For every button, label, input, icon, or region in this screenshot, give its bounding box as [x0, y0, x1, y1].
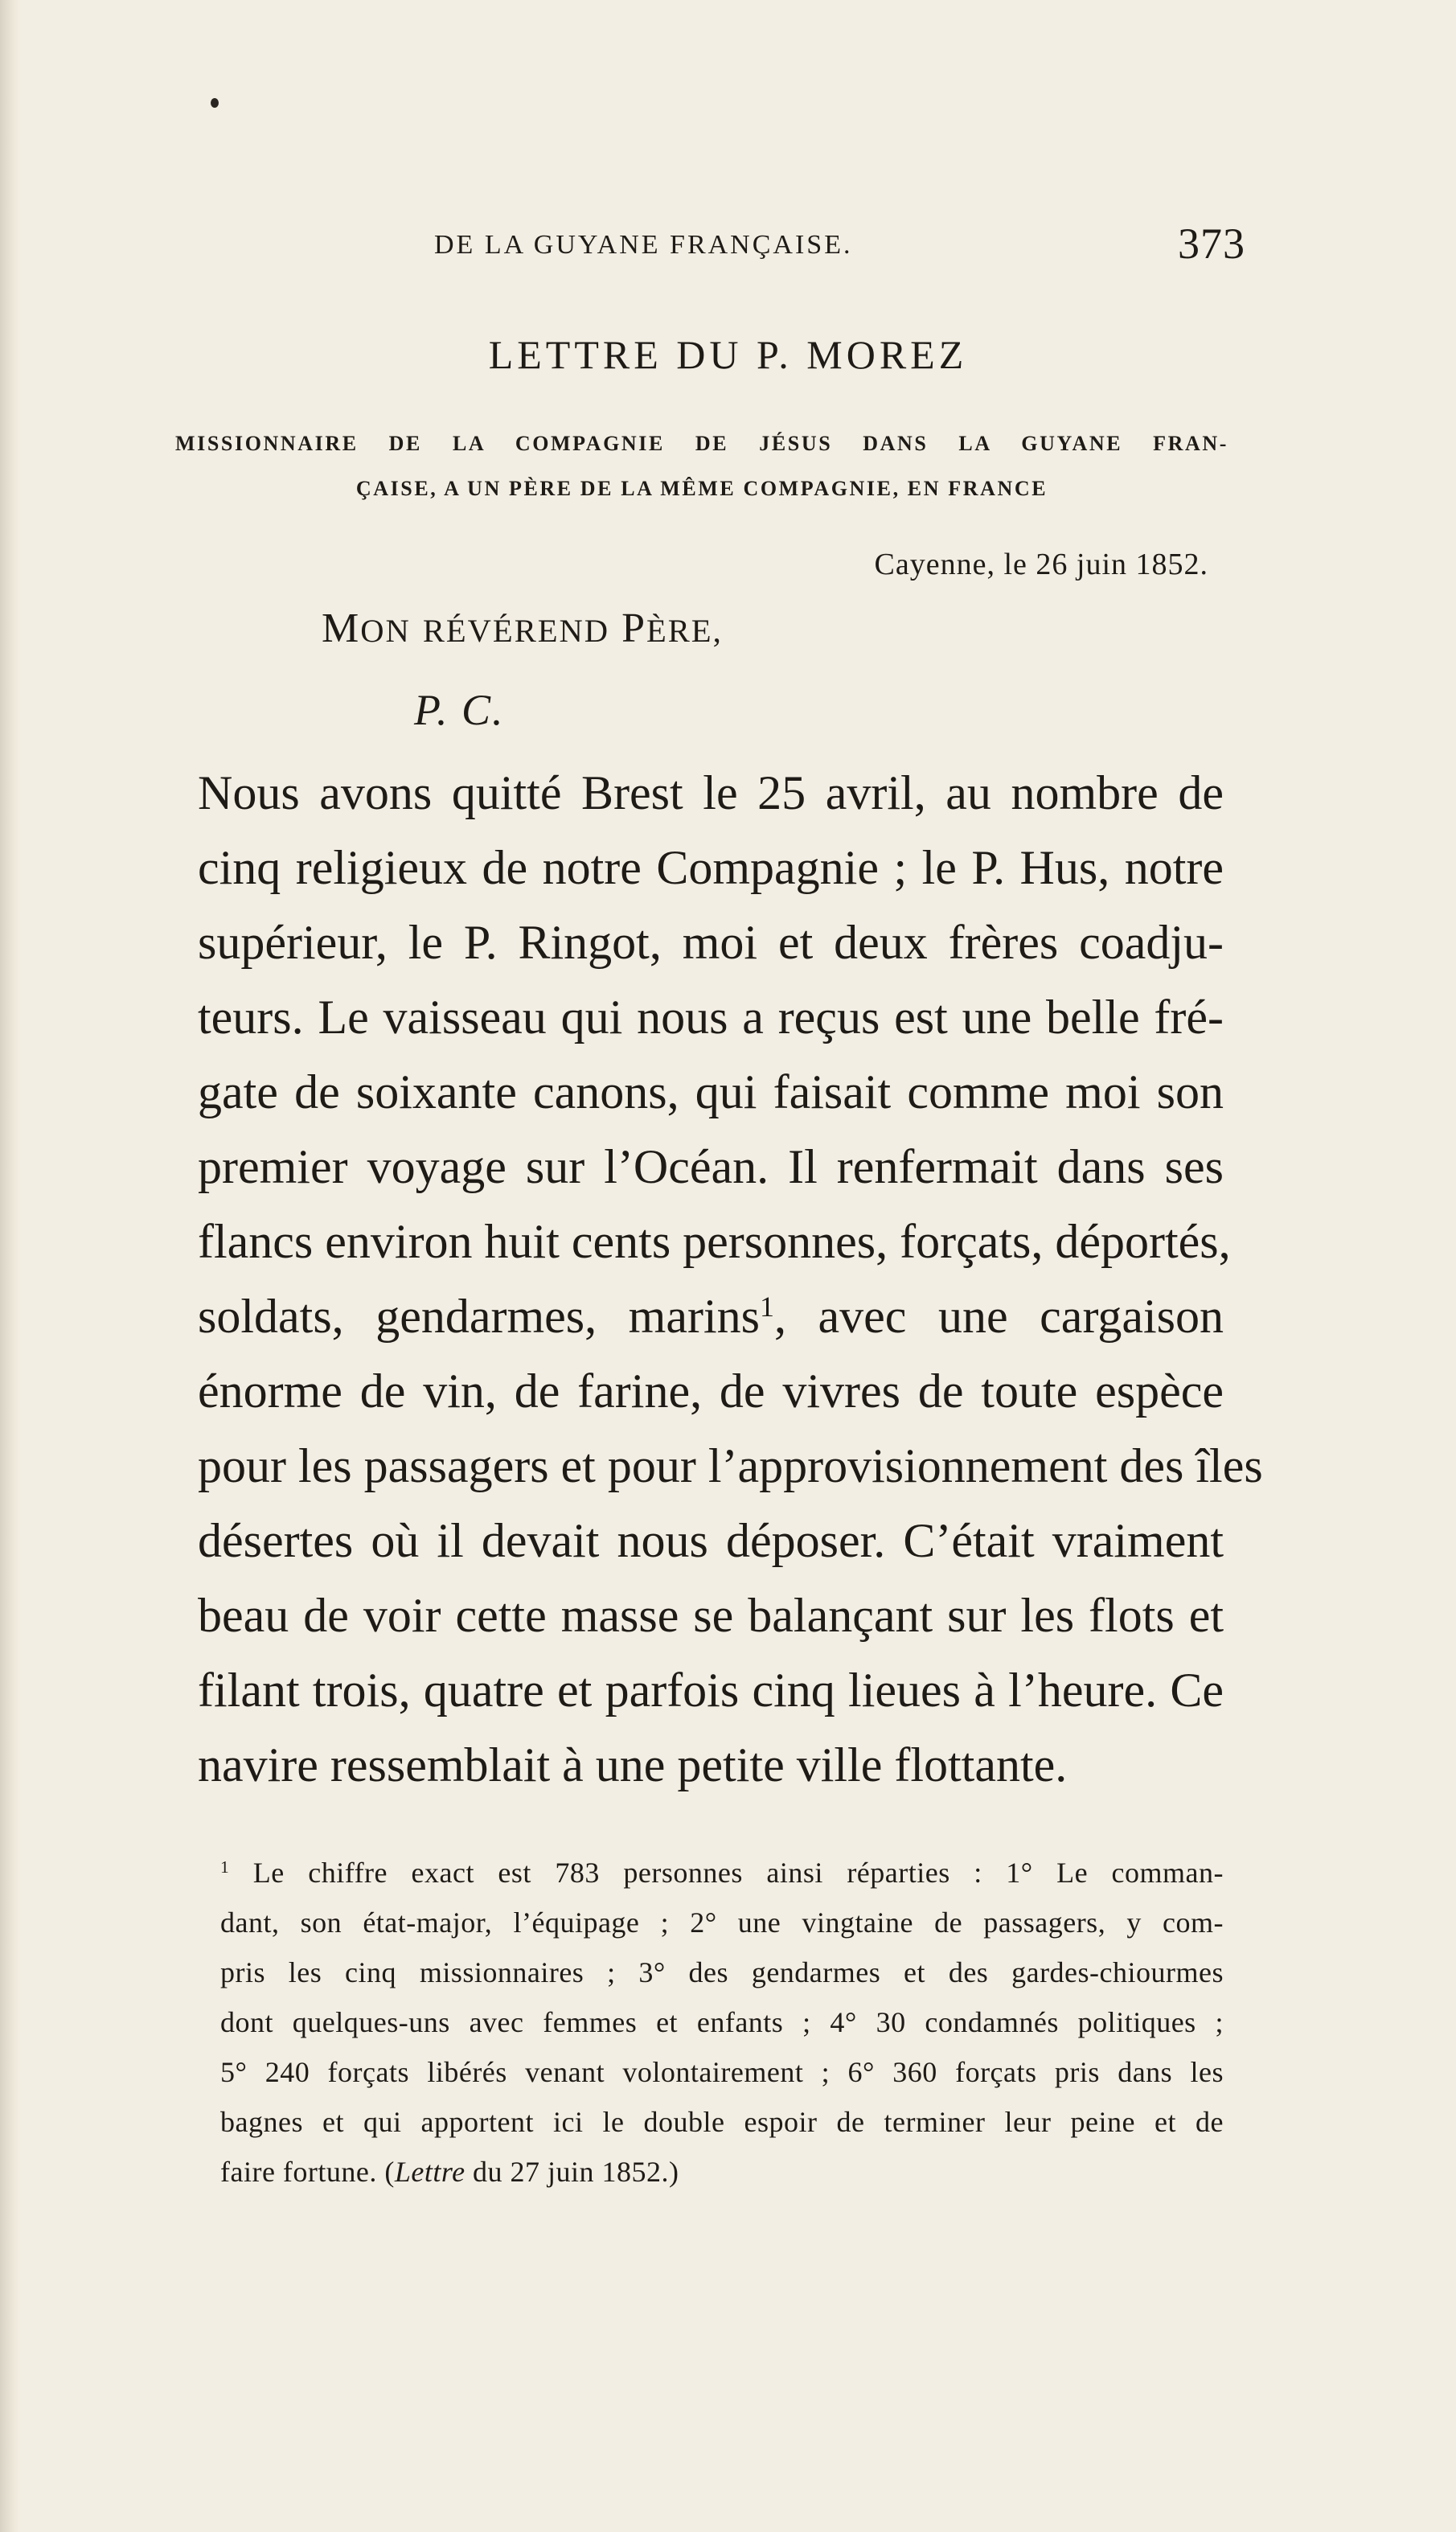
salutation-initial: P — [621, 605, 646, 651]
body-line: énorme de vin, de farine, de vivres de toute espèce — [198, 1364, 1224, 1418]
footnote-line-text: Le chiffre exact est 783 personnes ainsi réparties : 1° Le comman- — [252, 1857, 1224, 1889]
pax-christi: P. C. — [414, 686, 505, 734]
letter-subtitle — [175, 421, 1228, 511]
footnote-line-text: du 27 juin 1852.) — [465, 2156, 679, 2188]
subtitle-line: MISSIONNAIRE DE LA COMPAGNIE DE JÉSUS DANS LA GUYANE FRAN- — [175, 432, 1228, 455]
footnote-line — [220, 2147, 1224, 2197]
body-line: supérieur, le P. Ringot, moi et deux frères coadju- — [198, 916, 1224, 969]
body-line: pour les passagers et pour l’approvisionnement des îles — [198, 1439, 1263, 1492]
footnote — [220, 1848, 1224, 2197]
dateline: Cayenne, le 26 juin 1852. — [874, 548, 1208, 581]
footnote-line: dant, son état-major, l’équipage ; 2° une vingtaine de passagers, y com- — [220, 1906, 1224, 1939]
footnote-line — [220, 1848, 1224, 1898]
body-line: filant trois, quatre et parfois cinq lieues à l’heure. Ce — [198, 1664, 1224, 1717]
subtitle-line: ÇAISE, A UN PÈRE DE LA MÊME COMPAGNIE, EN FRANCE — [355, 477, 1048, 500]
footnote-line: pris les cinq missionnaires ; 3° des gendarmes et des gardes-chiourmes — [220, 1956, 1224, 1988]
salutation — [322, 605, 723, 652]
footnote-reference: 1 — [759, 1291, 774, 1323]
body-line: premier voyage sur l’Océan. Il renfermait dans ses — [198, 1140, 1224, 1193]
salutation-smallcaps: RÉVÉREND — [422, 613, 610, 649]
body-line: navire ressemblait à une petite ville flottante. — [198, 1738, 1068, 1791]
body-line: désertes où il devait nous déposer. C’était vraiment — [198, 1514, 1224, 1567]
running-header: DE LA GUYANE FRANÇAISE. — [434, 230, 853, 260]
salutation-initial: M — [322, 605, 361, 651]
body-line: flancs environ huit cents personnes, forçats, déportés, — [198, 1215, 1231, 1268]
body-line: cinq religieux de notre Compagnie ; le P. Hus, notre — [198, 841, 1224, 894]
footnote-line: 5° 240 forçats libérés venant volontairement ; 6° 360 forçats pris dans les — [220, 2056, 1224, 2088]
salutation-smallcaps: ON — [360, 613, 411, 649]
body-line — [198, 1279, 1224, 1354]
letter-title: LETTRE DU P. MOREZ — [488, 332, 968, 377]
footnote-italic: Lettre — [394, 2156, 466, 2188]
body-line: gate de soixante canons, qui faisait comme moi son — [198, 1065, 1224, 1118]
footnote-line-text: faire fortune. ( — [220, 2156, 395, 2188]
page-edge — [0, 0, 21, 2532]
body-line-text: soldats, gendarmes, marins — [198, 1290, 760, 1343]
page-number: 373 — [1178, 220, 1245, 268]
body-paragraph — [198, 756, 1263, 1803]
body-line: Nous avons quitté Brest le 25 avril, au nombre de — [198, 766, 1224, 819]
footnote-marker: 1 — [220, 1857, 230, 1877]
body-line: beau de voir cette masse se balançant sur les flots et — [198, 1589, 1224, 1642]
body-line-text: , avec une cargaison — [773, 1290, 1224, 1343]
footnote-line: dont quelques-uns avec femmes et enfants ; 4° 30 condamnés politiques ; — [220, 2006, 1224, 2038]
footnote-line: bagnes et qui apportent ici le double espoir de terminer leur peine et de — [220, 2106, 1224, 2138]
salutation-smallcaps: ÈRE, — [646, 613, 723, 649]
ink-dot — [211, 98, 219, 108]
body-line: teurs. Le vaisseau qui nous a reçus est une belle fré- — [198, 991, 1224, 1044]
